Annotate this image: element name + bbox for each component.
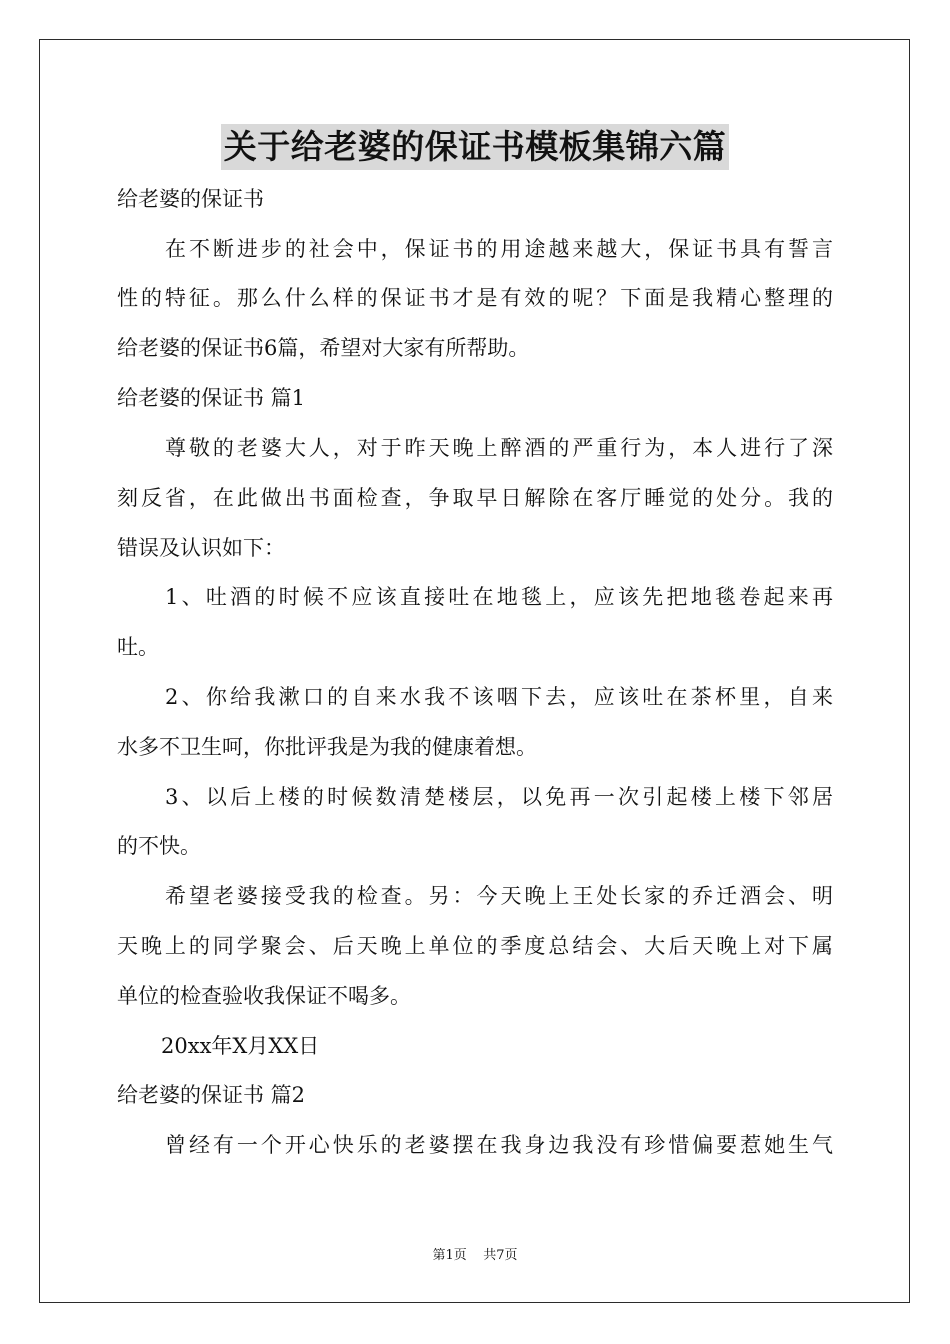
paragraph-line: 尊敬的老婆大人，对于昨天晚上醉酒的严重行为，本人进行了深 [165, 436, 833, 460]
paragraph-line: 错误及认识如下： [117, 536, 285, 560]
list-item-line: 2、你给我漱口的自来水我不该咽下去，应该吐在茶杯里，自来 [165, 685, 833, 709]
paragraph-line: 给老婆的保证书6篇，希望对大家有所帮助。 [117, 336, 530, 360]
page-footer: 第1页 共7页 [432, 1248, 518, 1263]
document-title: 关于给老婆的保证书模板集锦六篇 [221, 124, 730, 170]
paragraph-line: 希望老婆接受我的检查。另：今天晚上王处长家的乔迁酒会、明 [165, 884, 833, 908]
section-heading: 给老婆的保证书 篇2 [117, 1083, 306, 1107]
title-container [0, 124, 950, 170]
paragraph-line: 刻反省，在此做出书面检查，争取早日解除在客厅睡觉的处分。我的 [117, 486, 833, 510]
date-line: 20xx年X月XX日 [161, 1034, 320, 1058]
paragraph-line: 天晚上的同学聚会、后天晚上单位的季度总结会、大后天晚上对下属 [117, 934, 833, 958]
paragraph-line: 单位的检查验收我保证不喝多。 [117, 984, 411, 1008]
paragraph-line: 在不断进步的社会中，保证书的用途越来越大，保证书具有誓言 [165, 237, 833, 261]
paragraph-line: 曾经有一个开心快乐的老婆摆在我身边我没有珍惜偏要惹她生气 [165, 1133, 833, 1157]
page-border [39, 39, 910, 1303]
paragraph-line: 性的特征。那么什么样的保证书才是有效的呢？下面是我精心整理的 [117, 286, 833, 310]
section-heading: 给老婆的保证书 篇1 [117, 386, 306, 410]
list-item-line: 3、以后上楼的时候数清楚楼层，以免再一次引起楼上楼下邻居 [165, 785, 833, 809]
list-item-line: 水多不卫生呵，你批评我是为我的健康着想。 [117, 735, 537, 759]
list-item-line: 吐。 [117, 635, 159, 659]
list-item-line: 的不快。 [117, 834, 201, 858]
list-item-line: 1、吐酒的时候不应该直接吐在地毯上，应该先把地毯卷起来再 [165, 585, 833, 609]
section-heading: 给老婆的保证书 [117, 187, 264, 211]
